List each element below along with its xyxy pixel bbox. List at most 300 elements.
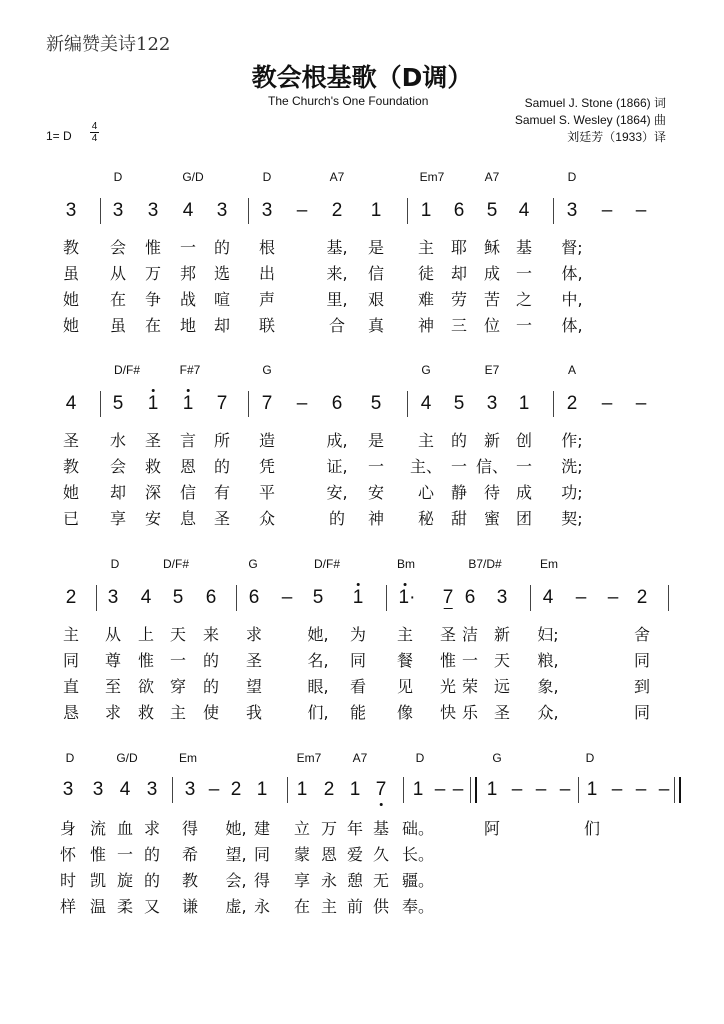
note-digit: 1 (420, 200, 432, 221)
barline (530, 585, 531, 611)
time-top: 4 (91, 121, 98, 132)
key-signature: 1= D (46, 129, 72, 143)
lyric-syllable: 督; (561, 238, 583, 257)
lyric-syllable: 同 (253, 845, 271, 864)
lyric-syllable: 尊 (104, 651, 122, 670)
note-digit: – (635, 200, 647, 221)
lyric-syllable: 无 (372, 871, 390, 890)
barline (100, 198, 101, 224)
lyric-syllable: 惟 (137, 651, 155, 670)
lyric-syllable: 喧 (213, 290, 231, 309)
lyric-syllable: 我 (245, 703, 263, 722)
lyric-syllable: 乐 (461, 703, 479, 722)
lyric-syllable: 深 (144, 483, 162, 502)
lyric-syllable: 使 (202, 703, 220, 722)
lyric-syllable: 基 (515, 238, 533, 257)
dash-extension (560, 779, 571, 801)
lyric-syllable: 基 (372, 819, 390, 838)
chord-symbol: F#7 (179, 363, 201, 377)
lyric-syllable: 来 (202, 625, 220, 644)
note-digit: 7 (442, 587, 454, 608)
chord-symbol: D (585, 751, 595, 765)
lyric-syllable: 永 (320, 871, 338, 890)
chord-symbol: D (110, 557, 120, 571)
lyric-syllable: 础。 (401, 819, 435, 838)
lyric-syllable: 远 (493, 677, 511, 696)
lyric-syllable: 甜 (450, 509, 468, 528)
lyric-syllable: 们, (307, 703, 329, 722)
note-digit: 7 (216, 393, 228, 414)
lyric-syllable: 稣 (483, 238, 501, 257)
lyric-syllable: 新 (483, 431, 501, 450)
translator-credit: 刘廷芳（1933）译 (567, 130, 666, 144)
lyric-syllable: 功; (561, 483, 583, 502)
lyric-syllable: 穿 (169, 677, 187, 696)
lyric-syllable: 证, (326, 457, 348, 476)
lyric-syllable: 她, (307, 625, 329, 644)
note-digit: 3 (216, 200, 228, 221)
note (543, 587, 554, 609)
note-digit: 2 (636, 587, 648, 608)
lyric-syllable: 在 (144, 316, 162, 335)
note-digit: 1 (182, 393, 194, 414)
lyric-syllable: 从 (109, 264, 127, 283)
lyric-syllable: 争 (144, 290, 162, 309)
note-digit: 1· (398, 587, 416, 608)
lyric-syllable: 从 (104, 625, 122, 644)
chord-symbol: A7 (484, 170, 500, 184)
note (487, 393, 498, 415)
lyric-syllable: 上 (137, 625, 155, 644)
note-digit: 2 (331, 200, 343, 221)
lyric-syllable: 众, (537, 703, 559, 722)
lyric-syllable: 神 (367, 509, 385, 528)
note (66, 393, 77, 415)
double-barline (674, 777, 681, 803)
note (454, 393, 465, 415)
lyric-syllable: 旋 (116, 871, 134, 890)
lyric-syllable: 的 (143, 845, 161, 864)
note-digit: 5 (312, 587, 324, 608)
note (148, 393, 159, 415)
note (120, 779, 131, 801)
note-digit: 1 (586, 779, 598, 800)
lyric-syllable: 一 (367, 457, 385, 476)
note (113, 393, 124, 415)
note-digit: 1 (412, 779, 424, 800)
lyric-syllable: 久 (372, 845, 390, 864)
lyric-syllable: 天 (493, 651, 511, 670)
lyric-syllable: 静 (450, 483, 468, 502)
note-digit: 1 (296, 779, 308, 800)
dash-extension (435, 779, 446, 801)
lyric-syllable: 像 (396, 703, 414, 722)
note (63, 779, 74, 801)
lyric-syllable: 是 (367, 431, 385, 450)
lyric-syllable: 天 (169, 625, 187, 644)
lyric-syllable: 团 (515, 509, 533, 528)
lyric-syllable: 一 (461, 651, 479, 670)
chord-symbol: A7 (329, 170, 345, 184)
lyric-syllable: 声 (258, 290, 276, 309)
barline (407, 391, 408, 417)
lyric-syllable: 望 (245, 677, 263, 696)
lyric-syllable: 地 (179, 316, 197, 335)
note-digit: 3 (147, 200, 159, 221)
lyric-syllable: 契; (561, 509, 583, 528)
lyric-syllable: 立 (293, 819, 311, 838)
barline (248, 391, 249, 417)
lyric-syllable: 享 (293, 871, 311, 890)
note (399, 587, 416, 609)
note-digit: 3 (486, 393, 498, 414)
composer-credit: Samuel S. Wesley (1864) 曲 (514, 113, 666, 127)
lyric-syllable: 的 (328, 509, 346, 528)
dash-extension (536, 779, 547, 801)
note-digit: 5 (112, 393, 124, 414)
note-digit: 3 (146, 779, 158, 800)
note (66, 200, 77, 222)
note (519, 393, 530, 415)
lyric-syllable: 年 (346, 819, 364, 838)
lyric-syllable: 她 (62, 290, 80, 309)
lyric-syllable: 成 (483, 264, 501, 283)
double-barline (470, 777, 477, 803)
note (297, 779, 308, 801)
time-signature (90, 121, 99, 144)
lyric-syllable: 蜜 (483, 509, 501, 528)
note-digit: 4 (182, 200, 194, 221)
lyric-syllable: 创 (515, 431, 533, 450)
lyric-syllable: 同 (633, 651, 651, 670)
lyric-syllable: 供 (372, 897, 390, 916)
barline (553, 198, 554, 224)
note (376, 779, 387, 801)
note (66, 587, 77, 609)
lyric-syllable: 圣 (144, 431, 162, 450)
time-bottom: 4 (91, 133, 98, 144)
note-digit: 6 (464, 587, 476, 608)
lyric-syllable: 言 (179, 431, 197, 450)
lyric-syllable: 主 (396, 625, 414, 644)
lyric-syllable: 又 (143, 897, 161, 916)
lyric-syllable: 战 (179, 290, 197, 309)
lyric-syllable: 虽 (109, 316, 127, 335)
lyric-syllable: 劳 (450, 290, 468, 309)
note-digit: – (575, 587, 587, 608)
dash-extension (209, 779, 220, 801)
lyric-syllable: 体, (561, 316, 583, 335)
note-digit: 6 (248, 587, 260, 608)
barline (668, 585, 669, 611)
note-digit: 3 (261, 200, 273, 221)
lyric-syllable: 样 (59, 897, 77, 916)
eighth-underline (444, 608, 453, 609)
lyric-syllable: 安 (144, 509, 162, 528)
note-digit: 4 (140, 587, 152, 608)
note-digit: 3 (92, 779, 104, 800)
chord-symbol: D/F# (113, 363, 141, 377)
note (353, 587, 364, 609)
lyric-syllable: 待 (483, 483, 501, 502)
lyric-syllable: 的 (213, 457, 231, 476)
lyric-syllable: 众 (258, 509, 276, 528)
dash-extension (636, 393, 647, 415)
lyric-syllable: 真 (367, 316, 385, 335)
lyric-syllable: 疆。 (401, 871, 435, 890)
lyric-syllable: 望, (225, 845, 247, 864)
chord-symbol: G/D (116, 751, 138, 765)
note-digit: 5 (486, 200, 498, 221)
lyric-syllable: 光 (439, 677, 457, 696)
note (519, 200, 530, 222)
lyric-syllable: 直 (62, 677, 80, 696)
note (185, 779, 196, 801)
note (141, 587, 152, 609)
lyric-syllable: 蒙 (293, 845, 311, 864)
note (206, 587, 217, 609)
lyric-syllable: 却 (213, 316, 231, 335)
lyric-syllable: 根 (258, 238, 276, 257)
note (371, 200, 382, 222)
note-digit: 2 (323, 779, 335, 800)
lyric-syllable: 为 (349, 625, 367, 644)
note (183, 200, 194, 222)
lyric-syllable: 成 (515, 483, 533, 502)
note (262, 393, 273, 415)
barline (578, 777, 579, 803)
chord-symbol: A7 (352, 751, 368, 765)
lyric-syllable: 出 (258, 264, 276, 283)
barline (407, 198, 408, 224)
chord-symbol: G (248, 557, 258, 571)
note (173, 587, 184, 609)
barline (403, 777, 404, 803)
lyric-syllable: 一 (515, 457, 533, 476)
chord-symbol: D (65, 751, 75, 765)
lyric-syllable: 三 (450, 316, 468, 335)
lyric-syllable: 奉。 (401, 897, 435, 916)
lyric-syllable: 爱 (346, 845, 364, 864)
lyric-syllable: 的 (450, 431, 468, 450)
lyric-syllable: 她, (225, 819, 247, 838)
chord-symbol: Em7 (296, 751, 322, 765)
chord-symbol: D/F# (313, 557, 341, 571)
note-digit: – (452, 779, 464, 800)
lyric-syllable: 建 (253, 819, 271, 838)
lyric-syllable: 信 (179, 483, 197, 502)
note-digit: 3 (62, 779, 74, 800)
note (147, 779, 158, 801)
note (637, 587, 648, 609)
chord-symbol: Em (540, 557, 558, 571)
dash-extension (636, 200, 647, 222)
lyric-syllable: 已 (62, 509, 80, 528)
note-digit: 4 (518, 200, 530, 221)
high-octave-dot (357, 583, 360, 586)
lyric-syllable: 舍 (633, 625, 651, 644)
note-digit: 5 (172, 587, 184, 608)
lyric-syllable: 名, (307, 651, 329, 670)
note (249, 587, 260, 609)
note (313, 587, 324, 609)
lyric-syllable: 苦 (483, 290, 501, 309)
lyric-syllable: 她 (62, 483, 80, 502)
lyric-syllable: 她 (62, 316, 80, 335)
lyric-syllable: 妇; (537, 625, 559, 644)
lyric-syllable: 教 (181, 871, 199, 890)
lyric-syllable: 能 (349, 703, 367, 722)
high-octave-dot (152, 389, 155, 392)
lyric-syllable: 一 (515, 316, 533, 335)
barline (248, 198, 249, 224)
lyric-syllable: 阿 (483, 819, 501, 838)
lyric-syllable: 眼, (307, 677, 329, 696)
lyric-syllable: 一 (179, 238, 197, 257)
note (332, 200, 343, 222)
lyric-syllable: 享 (109, 509, 127, 528)
lyric-syllable: 前 (346, 897, 364, 916)
note-digit: 5 (370, 393, 382, 414)
lyric-syllable: 联 (258, 316, 276, 335)
note-digit: 7 (261, 393, 273, 414)
lyric-syllable: 谦 (181, 897, 199, 916)
note (350, 779, 361, 801)
dash-extension (297, 200, 308, 222)
lyric-syllable: 在 (109, 290, 127, 309)
lyric-syllable: 欲 (137, 677, 155, 696)
lyric-syllable: 至 (104, 677, 122, 696)
lyric-syllable: 心 (417, 483, 435, 502)
chord-symbol: B7/D# (468, 557, 502, 571)
page-title: 教会根基歌（D调） (251, 63, 473, 92)
note (93, 779, 104, 801)
high-octave-dot (403, 583, 406, 586)
lyric-syllable: 得 (253, 871, 271, 890)
chord-symbol: D (415, 751, 425, 765)
lyric-syllable: 粮, (537, 651, 559, 670)
lyric-syllable: 恳 (62, 703, 80, 722)
lyric-syllable: 主 (417, 238, 435, 257)
lyric-syllable: 恩 (320, 845, 338, 864)
dash-extension (602, 200, 613, 222)
lyric-syllable: 中, (561, 290, 583, 309)
note-digit: – (607, 587, 619, 608)
dash-extension (602, 393, 613, 415)
note-digit: 1 (352, 587, 364, 608)
chord-symbol: Bm (397, 557, 415, 571)
note (413, 779, 424, 801)
lyric-syllable: 虽 (62, 264, 80, 283)
lyric-syllable: 水 (109, 431, 127, 450)
lyric-syllable: 象, (537, 677, 559, 696)
chord-symbol: Em (179, 751, 197, 765)
note-digit: 3 (496, 587, 508, 608)
note-digit: – (559, 779, 571, 800)
lyric-syllable: 一 (116, 845, 134, 864)
lyric-syllable: 怀 (59, 845, 77, 864)
lyric-syllable: 惟 (144, 238, 162, 257)
lyric-syllable: 主 (417, 431, 435, 450)
barline (236, 585, 237, 611)
note-digit: 2 (566, 393, 578, 414)
lyric-syllable: 同 (62, 651, 80, 670)
lyric-syllable: 基, (326, 238, 348, 257)
lyric-syllable: 一 (450, 457, 468, 476)
lyric-syllable: 同 (349, 651, 367, 670)
lyric-syllable: 是 (367, 238, 385, 257)
lyric-syllable: 秘 (417, 509, 435, 528)
lyric-syllable: 一 (169, 651, 187, 670)
dash-extension (576, 587, 587, 609)
lyric-syllable: 平 (258, 483, 276, 502)
note-digit: 2 (65, 587, 77, 608)
lyric-syllable: 到 (633, 677, 651, 696)
lyric-syllable: 身 (59, 819, 77, 838)
note-digit: 1 (147, 393, 159, 414)
lyric-syllable: 求 (245, 625, 263, 644)
note-digit: 1 (486, 779, 498, 800)
note-digit: – (535, 779, 547, 800)
chord-symbol: A (567, 363, 577, 377)
lyric-syllable: 所 (213, 431, 231, 450)
note-digit: 6 (453, 200, 465, 221)
lyric-syllable: 洁 (461, 625, 479, 644)
note-digit: – (601, 200, 613, 221)
note-digit: 1 (256, 779, 268, 800)
lyric-syllable: 荣 (461, 677, 479, 696)
dash-extension (453, 779, 464, 801)
note-digit: – (611, 779, 623, 800)
dash-extension (612, 779, 623, 801)
note (567, 200, 578, 222)
lyric-syllable: 的 (202, 677, 220, 696)
high-octave-dot (187, 389, 190, 392)
lyric-syllable: 安 (367, 483, 385, 502)
lyric-syllable: 难 (417, 290, 435, 309)
note (332, 393, 343, 415)
note (567, 393, 578, 415)
lyric-syllable: 来, (326, 264, 348, 283)
note-digit: 1 (349, 779, 361, 800)
note (148, 200, 159, 222)
note-digit: 3 (107, 587, 119, 608)
note-digit: – (511, 779, 523, 800)
note (183, 393, 194, 415)
chord-symbol: D (262, 170, 272, 184)
lyric-syllable: 却 (109, 483, 127, 502)
lyric-syllable: 看 (349, 677, 367, 696)
barline (553, 391, 554, 417)
lyric-syllable: 在 (293, 897, 311, 916)
lyric-syllable: 温 (89, 897, 107, 916)
lyric-syllable: 新 (493, 625, 511, 644)
dash-extension (512, 779, 523, 801)
note (421, 393, 432, 415)
barline (172, 777, 173, 803)
barline (96, 585, 97, 611)
lyric-syllable: 会, (225, 871, 247, 890)
lyric-syllable: 的 (143, 871, 161, 890)
note-digit: 3 (184, 779, 196, 800)
lyric-syllable: 求 (143, 819, 161, 838)
note (217, 200, 228, 222)
dash-extension (297, 393, 308, 415)
lyric-syllable: 凭 (258, 457, 276, 476)
lyric-syllable: 主 (62, 625, 80, 644)
lyric-syllable: 一 (515, 264, 533, 283)
note-digit: – (296, 393, 308, 414)
